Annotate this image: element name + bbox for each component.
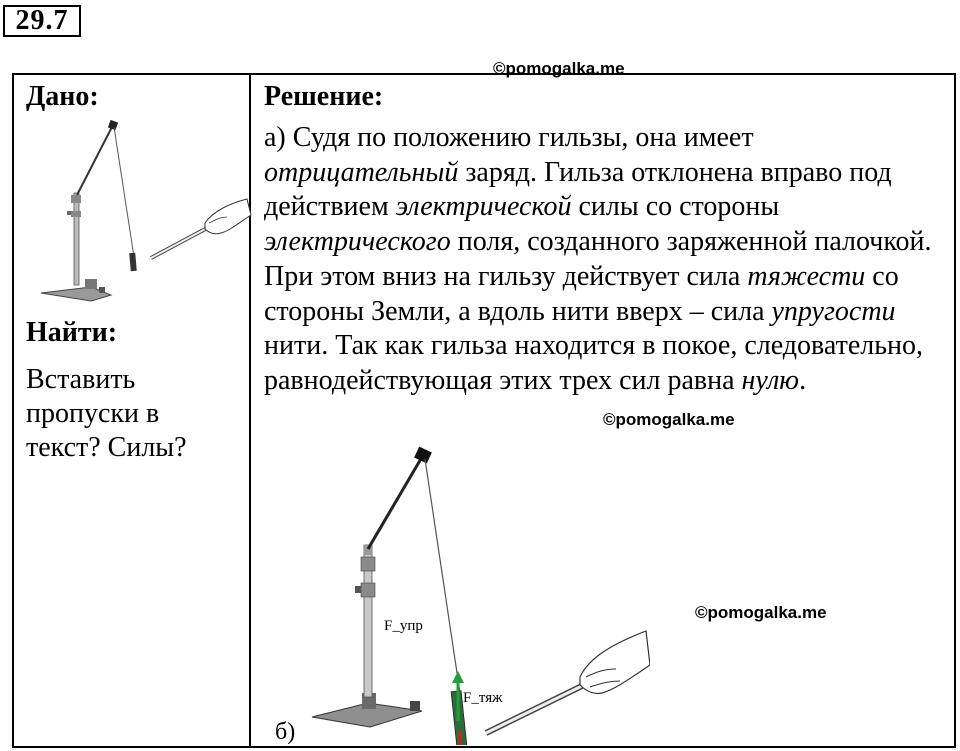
text-term: электрической (395, 191, 572, 223)
thread (425, 459, 460, 693)
text-segment: со стороны Земли, а вдоль нити вверх – сила (264, 260, 899, 327)
solution-heading: Решение: (264, 81, 384, 112)
solution-table (12, 73, 956, 748)
find-heading: Найти: (26, 317, 118, 348)
text-term: электрического (264, 226, 451, 258)
watermark: ©pomogalka.me (493, 59, 625, 78)
text-term: нулю (741, 364, 800, 396)
text-segment: заряд. Гильза отклонена вправо под действием (264, 156, 892, 223)
given-figure (33, 119, 253, 309)
watermark: ©pomogalka.me (695, 603, 827, 622)
find-text: Вставить пропуски в текст? Силы? (26, 364, 187, 463)
watermark: ©pomogalka.me (603, 410, 735, 429)
text-segment: . (799, 364, 807, 396)
text-segment: поля, созданного заряженной палочкой. При этом вниз на гильзу действует сила (264, 226, 932, 292)
hand-with-rod (486, 631, 650, 733)
figure-b-label: б) (275, 719, 296, 745)
force-down-label: F_тяж (463, 690, 503, 706)
stand-illustration (312, 447, 432, 727)
text-term: упругости (771, 295, 896, 327)
hand-with-rod (151, 199, 251, 258)
problem-number: 29.7 (3, 5, 81, 37)
force-up-label: F_упр (384, 618, 423, 634)
text-segment: а) Судя по положению гильзы, она имеет (264, 122, 754, 153)
given-heading: Дано: (26, 81, 99, 112)
text-segment: силы со стороны (571, 191, 780, 223)
text-term: тяжести (747, 260, 866, 292)
sleeve (129, 253, 137, 271)
thread (114, 127, 134, 257)
text-term: отрицательный (264, 156, 459, 188)
text-segment: нити. Так как гильза находится в покое, следовательно, равнодействующая этих трех сил равна (264, 330, 923, 396)
stand-illustration (41, 120, 118, 301)
solution-text (264, 121, 954, 399)
